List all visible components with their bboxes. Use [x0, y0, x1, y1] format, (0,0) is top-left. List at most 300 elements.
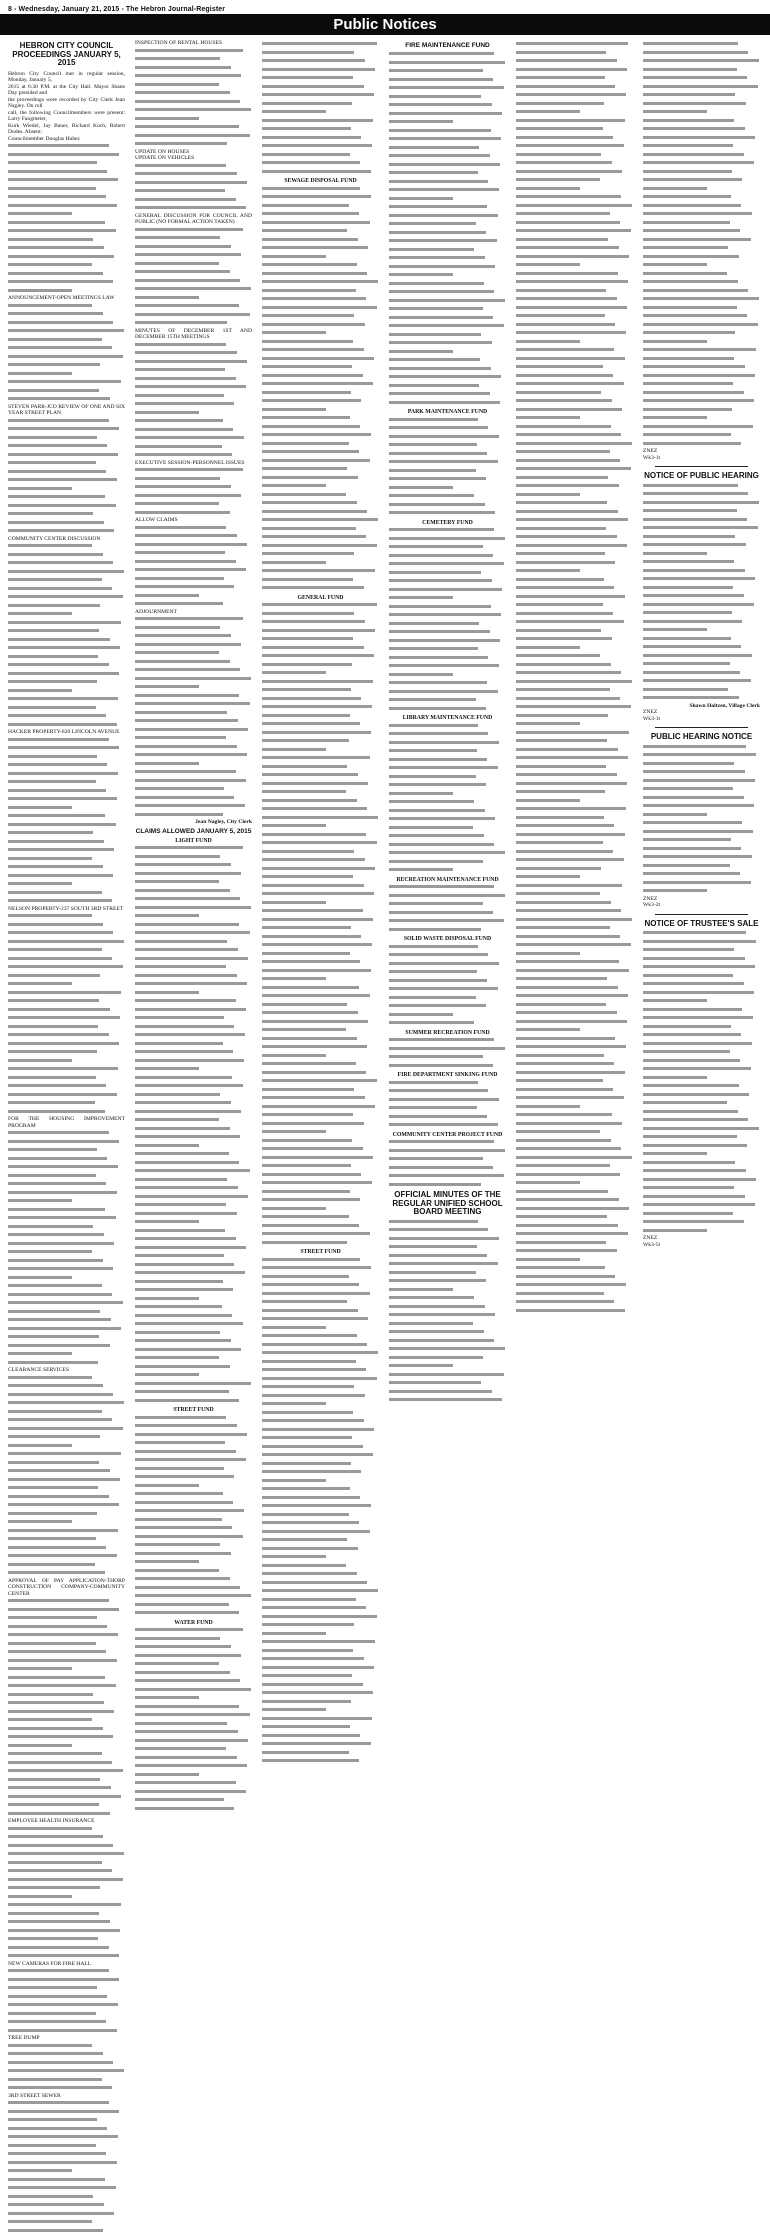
illegible-text-line: [135, 1237, 252, 1244]
illegible-text-line: [389, 1296, 506, 1303]
notice-text-line: COMMUNITY CENTER DISCUSSION: [8, 536, 125, 543]
illegible-text-line: [8, 1676, 125, 1683]
illegible-text-line: [262, 323, 379, 330]
illegible-text-line: [389, 265, 506, 272]
illegible-text-line: [643, 127, 760, 134]
illegible-text-line: [643, 1042, 760, 1049]
illegible-text-line: [389, 120, 506, 127]
illegible-text-line: [135, 66, 252, 73]
illegible-text-line: [135, 940, 252, 947]
illegible-text-line: [8, 1059, 125, 1066]
illegible-text-line: [262, 263, 379, 270]
illegible-text-line: [8, 1067, 125, 1074]
illegible-text-line: [135, 787, 252, 794]
illegible-text-line: [8, 2186, 125, 2193]
illegible-text-line: [389, 919, 506, 926]
illegible-text-line: [262, 68, 379, 75]
illegible-text-line: [8, 1912, 125, 1919]
illegible-text-line: [643, 974, 760, 981]
illegible-text-line: [262, 977, 379, 984]
illegible-text-line: [8, 1886, 125, 1893]
illegible-text-line: [8, 1903, 125, 1910]
illegible-text-line: [643, 102, 760, 109]
illegible-text-line: [643, 391, 760, 398]
illegible-text-line: [135, 445, 252, 452]
illegible-text-line: [135, 436, 252, 443]
notice-text-line: 3RD STREET SEWER: [8, 2093, 125, 2100]
illegible-text-line: [516, 85, 633, 92]
illegible-text-line: [135, 172, 252, 179]
illegible-text-line: [8, 1410, 125, 1417]
illegible-text-line: [516, 807, 633, 814]
illegible-text-line: [135, 1586, 252, 1593]
illegible-text-line: [643, 645, 760, 652]
illegible-text-line: [389, 426, 506, 433]
illegible-text-line: [8, 495, 125, 502]
illegible-text-line: [516, 875, 633, 882]
illegible-text-line: [389, 460, 506, 467]
notice-subheading: LIGHT FUND: [135, 838, 252, 845]
illegible-text-line: [262, 374, 379, 381]
illegible-text-line: [643, 1016, 760, 1023]
illegible-text-line: [8, 1418, 125, 1425]
illegible-text-line: [135, 1501, 252, 1508]
illegible-text-line: [516, 952, 633, 959]
illegible-text-line: [389, 452, 506, 459]
illegible-text-line: [643, 804, 760, 811]
illegible-text-line: [516, 246, 633, 253]
illegible-text-line: [135, 1492, 252, 1499]
illegible-text-line: [389, 52, 506, 59]
notice-text-line: 2015 at 6:30 P.M. at the City Hall. Mayor Shane Day presided and: [8, 84, 125, 97]
illegible-text-line: [135, 1509, 252, 1516]
illegible-text-line: [262, 1445, 379, 1452]
illegible-text-line: [516, 1037, 633, 1044]
illegible-text-line: [135, 1611, 252, 1618]
illegible-text-line: [262, 1164, 379, 1171]
illegible-text-line: [8, 1327, 125, 1334]
illegible-text-line: [135, 1195, 252, 1202]
illegible-text-line: [643, 1127, 760, 1134]
illegible-text-line: [389, 401, 506, 408]
illegible-text-line: [643, 1033, 760, 1040]
illegible-text-line: [516, 688, 633, 695]
illegible-text-line: [262, 875, 379, 882]
illegible-text-line: [135, 1416, 252, 1423]
illegible-text-line: [516, 59, 633, 66]
illegible-text-line: [262, 620, 379, 627]
illegible-text-line: [262, 1351, 379, 1358]
illegible-text-line: [516, 1045, 633, 1052]
illegible-text-line: [262, 1428, 379, 1435]
illegible-text-line: [135, 753, 252, 760]
illegible-text-line: [262, 1241, 379, 1248]
illegible-text-line: [389, 970, 506, 977]
illegible-text-line: [516, 306, 633, 313]
illegible-text-line: [643, 753, 760, 760]
illegible-text-line: [389, 1262, 506, 1269]
illegible-text-line: [8, 1946, 125, 1953]
illegible-text-line: [262, 1470, 379, 1477]
illegible-text-line: [516, 1224, 633, 1231]
illegible-text-line: [643, 255, 760, 262]
illegible-text-line: [135, 502, 252, 509]
illegible-text-line: [262, 1487, 379, 1494]
illegible-text-line: [135, 485, 252, 492]
illegible-text-line: [516, 1198, 633, 1205]
notice-heading: CLAIMS ALLOWED JANUARY 5, 2015: [135, 828, 252, 835]
illegible-text-line: [135, 702, 252, 709]
illegible-text-line: [262, 1606, 379, 1613]
illegible-text-line: [8, 427, 125, 434]
illegible-text-line: [8, 865, 125, 872]
notice-text-line: ALLOW CLAIMS: [135, 517, 252, 524]
illegible-text-line: [389, 248, 506, 255]
illegible-text-line: [643, 872, 760, 879]
illegible-text-line: [8, 1216, 125, 1223]
illegible-text-line: [8, 672, 125, 679]
illegible-text-line: [643, 357, 760, 364]
illegible-text-line: [8, 1452, 125, 1459]
illegible-text-line: [389, 1305, 506, 1312]
illegible-text-line: [135, 428, 252, 435]
illegible-text-line: [643, 1008, 760, 1015]
illegible-text-line: [643, 1152, 760, 1159]
illegible-text-line: [262, 790, 379, 797]
illegible-text-line: [8, 1318, 125, 1325]
illegible-text-line: [389, 1149, 506, 1156]
illegible-text-line: [389, 146, 506, 153]
illegible-text-line: [135, 1603, 252, 1610]
illegible-text-line: [262, 501, 379, 508]
illegible-text-line: [643, 796, 760, 803]
illegible-text-line: [516, 187, 633, 194]
illegible-text-line: [135, 745, 252, 752]
illegible-text-line: [516, 195, 633, 202]
illegible-text-line: [135, 914, 252, 921]
illegible-text-line: [262, 943, 379, 950]
illegible-text-line: [262, 960, 379, 967]
illegible-text-line: [516, 221, 633, 228]
illegible-text-line: [389, 1064, 506, 1071]
illegible-text-line: [516, 629, 633, 636]
illegible-text-line: [262, 1462, 379, 1469]
illegible-text-line: [389, 1115, 506, 1122]
illegible-text-line: [135, 100, 252, 107]
illegible-text-line: [8, 212, 125, 219]
illegible-text-line: [8, 780, 125, 787]
illegible-text-line: [135, 694, 252, 701]
illegible-text-line: [8, 831, 125, 838]
illegible-text-line: [389, 435, 506, 442]
illegible-text-line: [389, 1356, 506, 1363]
illegible-text-line: [643, 212, 760, 219]
illegible-text-line: [516, 578, 633, 585]
illegible-text-line: [8, 1208, 125, 1215]
illegible-text-line: [135, 711, 252, 718]
illegible-text-line: [135, 617, 252, 624]
notice-subheading: FIRE DEPARTMENT SINKING FUND: [389, 1072, 506, 1079]
illegible-text-line: [135, 1781, 252, 1788]
illegible-text-line: [8, 1233, 125, 1240]
notice-text-line: INSPECTION OF RENTAL HOUSES: [135, 40, 252, 47]
illegible-text-line: [8, 2229, 125, 2235]
illegible-text-line: [262, 76, 379, 83]
notice-column-4: [389, 40, 506, 1018]
illegible-text-line: [262, 1062, 379, 1069]
illegible-text-line: [516, 926, 633, 933]
illegible-text-line: [8, 1131, 125, 1138]
illegible-text-line: [262, 1538, 379, 1545]
illegible-text-line: [389, 579, 506, 586]
illegible-text-line: [8, 655, 125, 662]
illegible-text-line: [135, 49, 252, 56]
illegible-text-line: [389, 894, 506, 901]
illegible-text-line: [135, 736, 252, 743]
illegible-text-line: [135, 685, 252, 692]
illegible-text-line: [389, 1220, 506, 1227]
illegible-text-line: [389, 78, 506, 85]
illegible-text-line: [643, 586, 760, 593]
illegible-text-line: [8, 2169, 125, 2176]
illegible-text-line: [643, 170, 760, 177]
illegible-text-line: [516, 646, 633, 653]
illegible-text-line: [262, 918, 379, 925]
illegible-text-line: [135, 880, 252, 887]
illegible-text-line: [135, 1722, 252, 1729]
illegible-text-line: [262, 586, 379, 593]
illegible-text-line: [135, 1067, 252, 1074]
illegible-text-line: [516, 382, 633, 389]
illegible-text-line: [8, 272, 125, 279]
notice-text-line: ZNEZ: [643, 709, 760, 716]
illegible-text-line: [389, 469, 506, 476]
illegible-text-line: [8, 923, 125, 930]
illegible-text-line: [135, 1314, 252, 1321]
illegible-text-line: [516, 425, 633, 432]
illegible-text-line: [262, 102, 379, 109]
notice-subheading: WATER FUND: [135, 1620, 252, 1627]
illegible-text-line: [135, 296, 252, 303]
illegible-text-line: [8, 204, 125, 211]
illegible-text-line: [389, 256, 506, 263]
illegible-text-line: [8, 1633, 125, 1640]
illegible-text-line: [643, 425, 760, 432]
illegible-text-line: [389, 112, 506, 119]
illegible-text-line: [135, 228, 252, 235]
illegible-text-line: [135, 1220, 252, 1227]
illegible-text-line: [262, 1130, 379, 1137]
illegible-text-line: [262, 1759, 379, 1766]
illegible-text-line: [516, 484, 633, 491]
illegible-text-line: [8, 638, 125, 645]
illegible-text-line: [135, 1365, 252, 1372]
illegible-text-line: [262, 1479, 379, 1486]
illegible-text-line: [8, 2195, 125, 2202]
illegible-text-line: [643, 1144, 760, 1151]
illegible-text-line: [8, 1259, 125, 1266]
illegible-text-line: [262, 773, 379, 780]
illegible-text-line: [389, 571, 506, 578]
illegible-text-line: [135, 1798, 252, 1805]
illegible-text-line: [135, 1339, 252, 1346]
illegible-text-line: [8, 1978, 125, 1985]
illegible-text-line: [516, 68, 633, 75]
illegible-text-line: [516, 1020, 633, 1027]
illegible-text-line: [262, 399, 379, 406]
illegible-text-line: [643, 314, 760, 321]
illegible-text-line: [389, 358, 506, 365]
illegible-text-line: [262, 1657, 379, 1664]
illegible-text-line: [389, 775, 506, 782]
illegible-text-line: [135, 1101, 252, 1108]
illegible-text-line: [643, 1059, 760, 1066]
illegible-text-line: [135, 1628, 252, 1635]
illegible-text-line: [135, 279, 252, 286]
illegible-text-line: [643, 492, 760, 499]
illegible-text-line: [135, 494, 252, 501]
illegible-text-line: [8, 1599, 125, 1606]
illegible-text-line: [8, 1016, 125, 1023]
illegible-text-line: [389, 953, 506, 960]
illegible-text-line: [8, 238, 125, 245]
illegible-text-line: [135, 343, 252, 350]
illegible-text-line: [389, 486, 506, 493]
illegible-text-line: [262, 1581, 379, 1588]
illegible-text-line: [8, 1293, 125, 1300]
illegible-text-line: [135, 1662, 252, 1669]
notice-text-line: ZNEZ: [643, 896, 760, 903]
illegible-text-line: [135, 164, 252, 171]
illegible-text-line: [643, 1084, 760, 1091]
illegible-text-line: [135, 181, 252, 188]
illegible-text-line: [262, 1020, 379, 1027]
illegible-text-line: [643, 153, 760, 160]
illegible-text-line: [8, 1786, 125, 1793]
illegible-text-line: [135, 419, 252, 426]
notice-signature: Jean Nagley, City Clerk: [135, 819, 252, 826]
illegible-text-line: [262, 59, 379, 66]
illegible-text-line: [262, 1402, 379, 1409]
illegible-text-line: [643, 195, 760, 202]
illegible-text-line: [262, 680, 379, 687]
notice-text-line: HACKER PROPERTY-820 LINCOLN AVENUE: [8, 729, 125, 736]
illegible-text-line: [8, 1276, 125, 1283]
illegible-text-line: [262, 1181, 379, 1188]
illegible-text-line: [8, 874, 125, 881]
illegible-text-line: [8, 1546, 125, 1553]
illegible-text-line: [643, 382, 760, 389]
illegible-text-line: [135, 1747, 252, 1754]
notice-divider: [655, 727, 748, 728]
illegible-text-line: [8, 1486, 125, 1493]
illegible-text-line: [262, 450, 379, 457]
illegible-text-line: [516, 1190, 633, 1197]
illegible-text-line: [262, 1530, 379, 1537]
illegible-text-line: [8, 1148, 125, 1155]
illegible-text-line: [516, 901, 633, 908]
illegible-text-line: [262, 1028, 379, 1035]
illegible-text-line: [516, 612, 633, 619]
illegible-text-line: [516, 1147, 633, 1154]
notice-text-line: CLEARANCE SERVICES: [8, 1367, 125, 1374]
illegible-text-line: [516, 153, 633, 160]
illegible-text-line: [516, 374, 633, 381]
illegible-text-line: [516, 110, 633, 117]
notice-columns: [8, 40, 762, 1018]
illegible-text-line: [135, 585, 252, 592]
illegible-text-line: [516, 365, 633, 372]
illegible-text-line: [8, 1869, 125, 1876]
illegible-text-line: [8, 1401, 125, 1408]
illegible-text-line: [8, 1174, 125, 1181]
notice-text-line: GENERAL DISCUSSION FOR COUNCIL AND PUBLIC (NO FORMAL ACTION TAKEN): [135, 213, 252, 226]
illegible-text-line: [389, 1166, 506, 1173]
illegible-text-line: [8, 1827, 125, 1834]
illegible-text-line: [135, 1535, 252, 1542]
illegible-text-line: [8, 2003, 125, 2010]
illegible-text-line: [8, 957, 125, 964]
illegible-text-line: [389, 639, 506, 646]
illegible-text-line: [262, 1742, 379, 1749]
illegible-text-line: [516, 1113, 633, 1120]
illegible-text-line: [643, 246, 760, 253]
illegible-text-line: [135, 1543, 252, 1550]
illegible-text-line: [389, 333, 506, 340]
illegible-text-line: [8, 823, 125, 830]
illegible-text-line: [8, 680, 125, 687]
illegible-text-line: [8, 1608, 125, 1615]
illegible-text-line: [262, 365, 379, 372]
illegible-text-line: [262, 442, 379, 449]
illegible-text-line: [389, 741, 506, 748]
illegible-text-line: [262, 1360, 379, 1367]
illegible-text-line: [516, 756, 633, 763]
illegible-text-line: [8, 1478, 125, 1485]
illegible-text-line: [8, 453, 125, 460]
illegible-text-line: [8, 1969, 125, 1976]
illegible-text-line: [262, 204, 379, 211]
illegible-text-line: [8, 789, 125, 796]
illegible-text-line: [262, 195, 379, 202]
illegible-text-line: [135, 643, 252, 650]
illegible-text-line: [643, 1110, 760, 1117]
illegible-text-line: [135, 1322, 252, 1329]
illegible-text-line: [135, 1050, 252, 1057]
illegible-text-line: [389, 630, 506, 637]
illegible-text-line: [135, 351, 252, 358]
illegible-text-line: [389, 1004, 506, 1011]
illegible-text-line: [389, 503, 506, 510]
illegible-text-line: [135, 1382, 252, 1389]
illegible-text-line: [643, 830, 760, 837]
illegible-text-line: [8, 2069, 125, 2076]
illegible-text-line: [135, 125, 252, 132]
illegible-text-line: [8, 806, 125, 813]
illegible-text-line: [389, 222, 506, 229]
illegible-text-line: [135, 1637, 252, 1644]
illegible-text-line: [643, 68, 760, 75]
illegible-text-line: [262, 535, 379, 542]
illegible-text-line: [8, 763, 125, 770]
illegible-text-line: [262, 833, 379, 840]
illegible-text-line: [643, 76, 760, 83]
illegible-text-line: [135, 1271, 252, 1278]
illegible-text-line: [135, 668, 252, 675]
illegible-text-line: [135, 889, 252, 896]
illegible-text-line: [262, 1224, 379, 1231]
illegible-text-line: [262, 161, 379, 168]
